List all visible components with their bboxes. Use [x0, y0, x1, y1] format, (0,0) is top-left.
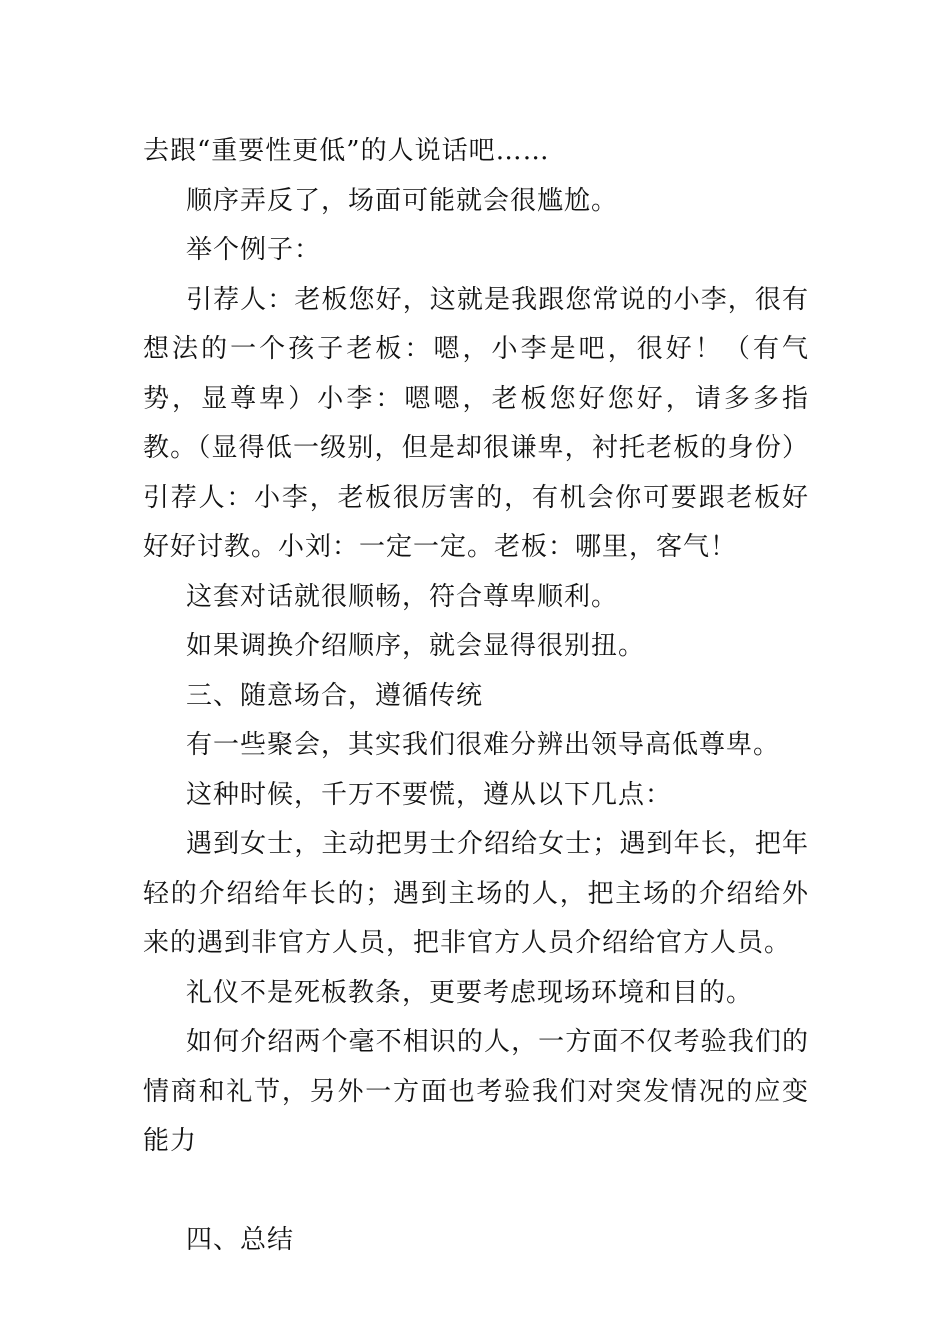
paragraph: 这套对话就很顺畅，符合尊卑顺利。 [186, 581, 619, 612]
paragraph: 举个例子： [186, 235, 322, 265]
document-body [143, 127, 809, 1266]
section-heading: 三、随意场合，遵循传统 [186, 680, 484, 711]
paragraph: 这种时候，千万不要慌，遵从以下几点： [186, 779, 673, 810]
paragraph: 去跟“重要性更低”的人说话吧…… [143, 136, 550, 166]
paragraph: 顺序弄反了，场面可能就会很尴尬。 [186, 185, 619, 216]
paragraph: 礼仪不是死板教条，更要考虑现场环境和目的。 [186, 977, 754, 1008]
blank-line [143, 1167, 809, 1217]
paragraph: 如何介绍两个毫不相识的人，一方面不仅考验我们的情商和礼节，另外一方面也考验我们对突发情况的应变能力 [143, 1027, 809, 1156]
paragraph: 有一些聚会，其实我们很难分辨出领导高低尊卑。 [186, 730, 781, 760]
section-heading: 四、总结 [186, 1225, 295, 1255]
paragraph: 遇到女士，主动把男士介绍给女士；遇到年长，把年轻的介绍给年长的；遇到主场的人，把主场的介绍给外来的遇到非官方人员，把非官方人员介绍给官方人员。 [143, 829, 809, 958]
paragraph: 引荐人：老板您好，这就是我跟您常说的小李，很有想法的一个孩子老板：嗯，小李是吧，很好！（有气势，显尊卑）小李：嗯嗯，老板您好您好，请多多指教。（显得低一级别，但是却很谦卑，衬托老板的身份）引荐人：小李，老板很厉害的，有机会你可要跟老板好好好讨教。小刘：一定一定。老板：哪里，客气！ [143, 284, 809, 562]
paragraph: 如果调换介绍顺序，就会显得很别扭。 [186, 631, 646, 661]
